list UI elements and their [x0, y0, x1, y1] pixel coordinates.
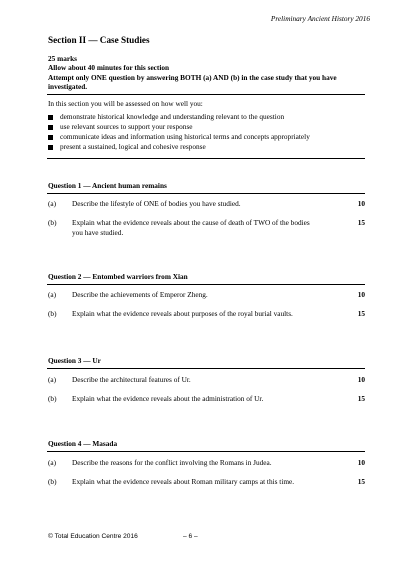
- part-marks: 10: [357, 458, 365, 467]
- criteria-item: use relevant sources to support your response: [48, 122, 368, 132]
- part-letter: (a): [48, 458, 57, 467]
- question-2-rule: [47, 284, 365, 285]
- part-letter: (a): [48, 290, 57, 299]
- criteria-item: communicate ideas and information using historical terms and concepts appropriately: [48, 132, 368, 142]
- section-attempt: Attempt only ONE question by answering BOTH (a) AND (b) in the case study that you have investigated.: [48, 72, 337, 92]
- bullet-square-icon: [48, 115, 53, 120]
- section-time: Allow about 40 minutes for this section: [48, 63, 170, 73]
- bullet-square-icon: [48, 125, 53, 130]
- part-marks: 15: [357, 394, 365, 403]
- divider-bottom: [47, 158, 365, 159]
- question-3-heading: Question 3 — Ur: [48, 356, 101, 365]
- part-text: Describe the achievements of Emperor Zheng.: [72, 290, 208, 299]
- part-text: Describe the lifestyle of ONE of bodies you have studied.: [72, 199, 241, 208]
- footer-page-number: – 6 –: [183, 533, 198, 540]
- part-marks: 10: [357, 290, 365, 299]
- part-marks: 10: [357, 375, 365, 384]
- criteria-item: demonstrate historical knowledge and understanding relevant to the question: [48, 112, 368, 122]
- question-2-heading: Question 2 — Entombed warriors from Xian: [48, 272, 188, 281]
- assessment-intro: In this section you will be assessed on how well you:: [48, 99, 203, 108]
- section-title: Section II — Case Studies: [48, 35, 150, 45]
- question-3-rule: [47, 368, 365, 369]
- question-1-rule: [47, 193, 365, 194]
- part-letter: (b): [48, 309, 57, 318]
- part-letter: (b): [48, 218, 57, 227]
- part-marks: 15: [357, 477, 365, 486]
- part-text: Describe the reasons for the conflict involving the Romans in Judea.: [72, 458, 272, 467]
- part-letter: (a): [48, 375, 57, 384]
- part-text: Explain what the evidence reveals about the administration of Ur.: [72, 394, 264, 403]
- section-instructions: [48, 54, 368, 92]
- part-text: Explain what the evidence reveals about purposes of the royal burial vaults.: [72, 309, 293, 318]
- running-head: Preliminary Ancient History 2016: [270, 14, 370, 23]
- bullet-square-icon: [48, 145, 53, 150]
- divider-top: [47, 94, 365, 95]
- footer-copyright: © Total Education Centre 2016: [48, 533, 138, 540]
- question-1-heading: Question 1 — Ancient human remains: [48, 181, 167, 190]
- question-4-heading: Question 4 — Masada: [48, 439, 118, 448]
- part-text: Describe the architectural features of Ur.: [72, 375, 191, 384]
- part-letter: (b): [48, 477, 57, 486]
- part-letter: (a): [48, 199, 57, 208]
- bullet-square-icon: [48, 135, 53, 140]
- part-marks: 15: [357, 218, 365, 227]
- section-marks: 25 marks: [48, 54, 77, 63]
- part-marks: 15: [357, 309, 365, 318]
- assessment-criteria: [48, 112, 368, 152]
- part-marks: 10: [357, 199, 365, 208]
- question-4-rule: [47, 451, 365, 452]
- part-text: Explain what the evidence reveals about Roman military camps at this time.: [72, 477, 295, 486]
- criteria-item: present a sustained, logical and cohesive response: [48, 142, 368, 152]
- part-text: Explain what the evidence reveals about the cause of death of TWO of the bodies you have studied.: [72, 218, 310, 237]
- part-letter: (b): [48, 394, 57, 403]
